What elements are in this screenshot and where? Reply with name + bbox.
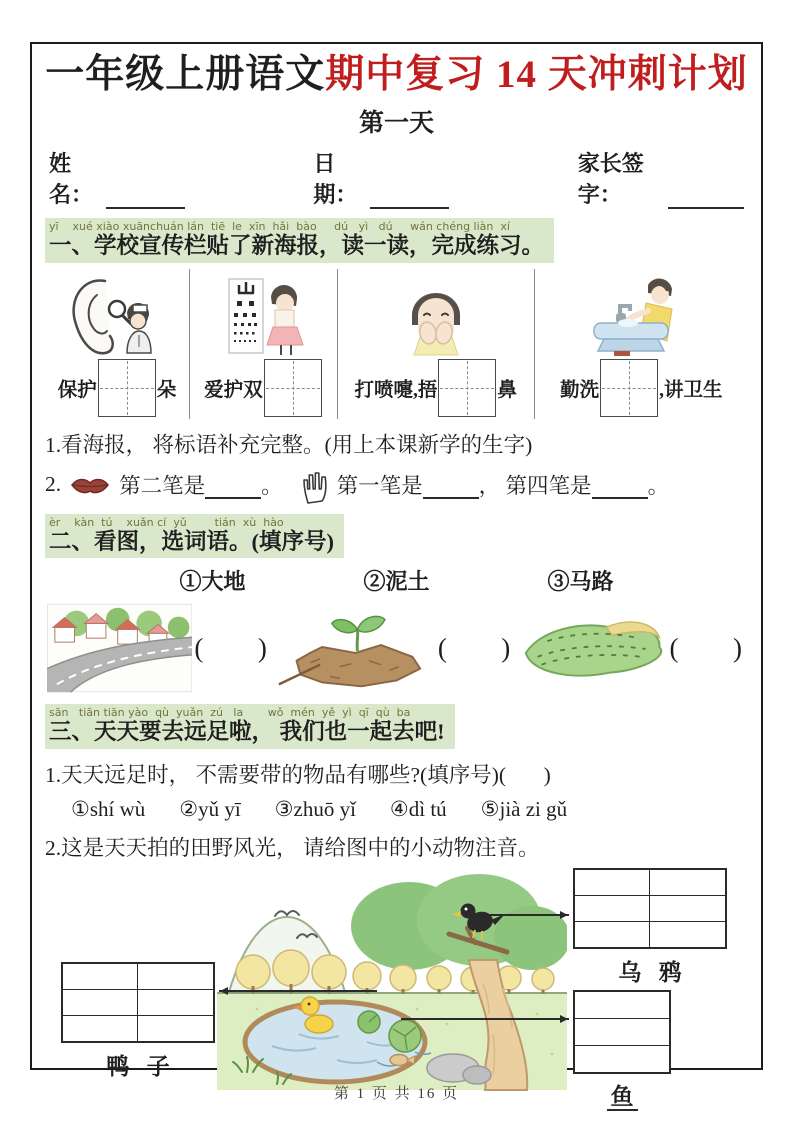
word-options — [45, 565, 748, 596]
arrow-to-crow-grid — [483, 914, 569, 916]
phrase-before: 打喷嚏,捂 — [354, 379, 438, 401]
picture-matching-row — [45, 601, 748, 695]
section1-header — [45, 218, 554, 263]
phrase-after: 鼻 — [497, 379, 517, 401]
duck-label: 鸭 子 — [106, 1054, 170, 1080]
poster-panel-hands — [534, 269, 748, 419]
fish-pinyin-grid — [573, 990, 671, 1074]
section1-pinyin: yī xué xiào xuānchuán lán tiē le xīn hǎi bào dú yì dú wán chéng liàn xí — [49, 219, 510, 233]
page-title-black: 一年级上册语文 — [45, 53, 326, 96]
poster-panels — [45, 269, 748, 419]
poster-phrase-eyes — [204, 359, 323, 417]
page-footer: 第 1 页 共 16 页 — [333, 1086, 460, 1102]
page-title-red: 期中复习 14 天冲刺计划 — [325, 53, 748, 96]
ear-exam-image — [65, 273, 169, 357]
answer-bracket: ( ) — [194, 632, 269, 663]
countryside-scene-image — [217, 864, 567, 1092]
page-title — [45, 50, 748, 101]
poster-phrase-ear — [58, 359, 177, 417]
pinyin-option-1: ①shí wù — [71, 797, 146, 822]
crow-pinyin-grid — [573, 868, 727, 949]
q2-text-end: 。 — [647, 474, 670, 499]
answer-blank — [423, 471, 479, 499]
section3-title: 三、天天要去远足啦， 我们也一起去吧! — [49, 719, 445, 745]
eye-chart-image — [213, 273, 313, 357]
phrase-after: ,讲卫生 — [659, 379, 723, 401]
section3-q2: 2.这是天天拍的田野风光， 请给图中的小动物注音。 — [45, 836, 540, 861]
phrase-before: 勤洗 — [560, 379, 600, 401]
road-houses-image — [47, 603, 192, 693]
poster-phrase-nose — [354, 359, 516, 417]
section3-q1: 1.天天远足时， 不需要带的物品有哪些?(填序号)( ) — [45, 763, 551, 788]
word-option-1: ①大地 — [179, 569, 246, 595]
countryside-scene-block — [45, 864, 748, 1110]
word-option-3: ③马路 — [547, 569, 614, 595]
section1-q2 — [45, 465, 748, 505]
mud-sprout-image — [271, 603, 436, 693]
answer-bracket: ( ) — [437, 632, 513, 663]
section3-header — [45, 704, 455, 749]
section1-q1: 1.看海报， 将标语补充完整。(用上本课新学的生字) — [45, 432, 533, 457]
section2-pinyin: èr kàn tú xuǎn cí yǔ tián xù hào — [49, 515, 284, 529]
char-grid-box — [600, 359, 658, 417]
date-field — [313, 147, 449, 209]
phrase-after: 朵 — [156, 379, 177, 401]
arrow-to-duck-grid — [219, 990, 377, 992]
pinyin-option-4: ④dì tú — [389, 797, 447, 822]
pinyin-option-3: ③zhuō yǐ — [274, 797, 356, 822]
crow-label: 乌 鸦 — [618, 960, 682, 986]
student-info-row — [45, 147, 748, 209]
q2-text-b: 第一笔是 — [336, 474, 423, 499]
signature-blank-line — [668, 183, 744, 209]
answer-blank — [205, 471, 261, 499]
answer-blank — [592, 471, 648, 499]
char-grid-box — [264, 359, 322, 417]
char-grid-box — [98, 359, 156, 417]
q2-text-a: 第二笔是 — [119, 474, 206, 499]
name-blank-line — [106, 183, 185, 209]
pinyin-option-5: ⑤jià zi gǔ — [480, 797, 568, 822]
poster-panel-eyes — [189, 269, 337, 419]
name-field — [49, 147, 185, 209]
sneeze-image — [390, 273, 482, 357]
phrase-before: 保护 — [57, 379, 97, 401]
poster-phrase-hands — [560, 359, 722, 417]
signature-label: 家长签字： — [577, 150, 644, 207]
word-option-2: ②泥土 — [363, 569, 430, 595]
pinyin-options — [45, 797, 748, 822]
poster-panel-nose — [337, 269, 534, 419]
phrase-before: 爱护双 — [204, 379, 263, 401]
fish-label-text: 鱼 — [607, 1084, 638, 1111]
answer-bracket: ( ) — [669, 632, 744, 663]
field-image — [514, 611, 667, 685]
section1-title: 一、学校宣传栏贴了新海报，读一读，完成练习。 — [49, 232, 545, 258]
q2-text-a-end: 。 — [261, 474, 283, 499]
date-label: 日期： — [313, 150, 358, 207]
signature-field — [578, 147, 744, 209]
name-label: 姓名： — [49, 150, 94, 207]
date-blank-line — [370, 183, 449, 209]
poster-panel-ear — [45, 269, 189, 419]
lips-icon — [69, 475, 111, 495]
char-grid-box — [438, 359, 496, 417]
section2-title: 二、看图，选词语。(填序号) — [49, 528, 334, 554]
q2-number: 2. — [45, 472, 62, 497]
pinyin-option-2: ②yǔ yī — [179, 797, 241, 822]
q2-text-c: ， 第四笔是 — [478, 474, 592, 499]
hand-icon — [299, 465, 329, 505]
hand-wash-image — [576, 273, 706, 357]
section3-pinyin: sān tiān tiān yào qù yuǎn zú la wǒ mén yě yì qī qù ba — [49, 706, 411, 720]
section2-header — [45, 514, 344, 559]
day-title: 第一天 — [358, 109, 434, 137]
duck-pinyin-grid — [61, 962, 215, 1043]
arrow-to-fish-grid — [401, 1018, 569, 1020]
